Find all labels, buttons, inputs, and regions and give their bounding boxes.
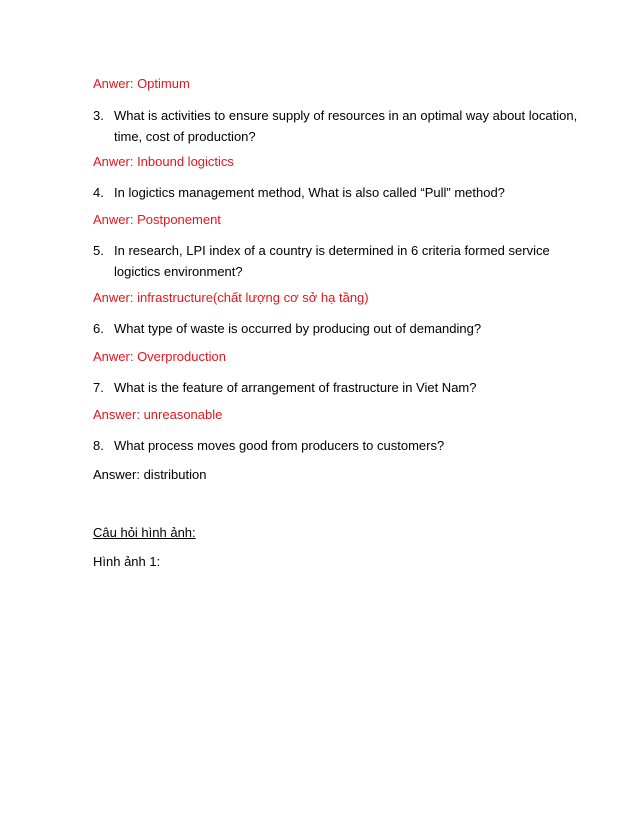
answer-distribution: Answer: distribution bbox=[93, 467, 207, 482]
image-label: Hình ảnh 1: bbox=[93, 554, 161, 569]
question-text: In logictics management method, What is also called “Pull” method? bbox=[114, 185, 505, 200]
answer-inbound-logictics: Anwer: Inbound logictics bbox=[93, 154, 234, 169]
question-number: 5. bbox=[93, 243, 104, 258]
section-heading: Câu hỏi hình ảnh: bbox=[93, 525, 196, 540]
question-text: What process moves good from producers to customers? bbox=[114, 438, 445, 453]
question-number: 6. bbox=[93, 321, 104, 336]
question-text: What is activities to ensure supply of resources in an optimal way about location, time, cost of production? bbox=[114, 108, 578, 144]
question-text: What is the feature of arrangement of frastructure in Viet Nam? bbox=[114, 380, 477, 395]
answer-postponement: Anwer: Postponement bbox=[93, 212, 221, 227]
answer-overproduction: Anwer: Overproduction bbox=[93, 349, 226, 364]
question-number: 4. bbox=[93, 185, 104, 200]
answer-optimum: Anwer: Optimum bbox=[93, 76, 190, 91]
question-text: In research, LPI index of a country is determined in 6 criteria formed service logictics environment? bbox=[114, 243, 550, 279]
question-number: 8. bbox=[93, 438, 104, 453]
answer-infrastructure: Anwer: infrastructure(chất lượng cơ sở hạ tầng) bbox=[93, 290, 369, 305]
question-number: 7. bbox=[93, 380, 104, 395]
question-3 bbox=[93, 105, 593, 147]
question-number: 3. bbox=[93, 108, 104, 123]
question-7 bbox=[93, 377, 593, 398]
question-6 bbox=[93, 318, 593, 339]
answer-unreasonable: Answer: unreasonable bbox=[93, 407, 223, 422]
question-4 bbox=[93, 182, 593, 203]
question-8 bbox=[93, 435, 593, 456]
question-text: What type of waste is occurred by producing out of demanding? bbox=[114, 321, 482, 336]
question-5 bbox=[93, 240, 593, 282]
